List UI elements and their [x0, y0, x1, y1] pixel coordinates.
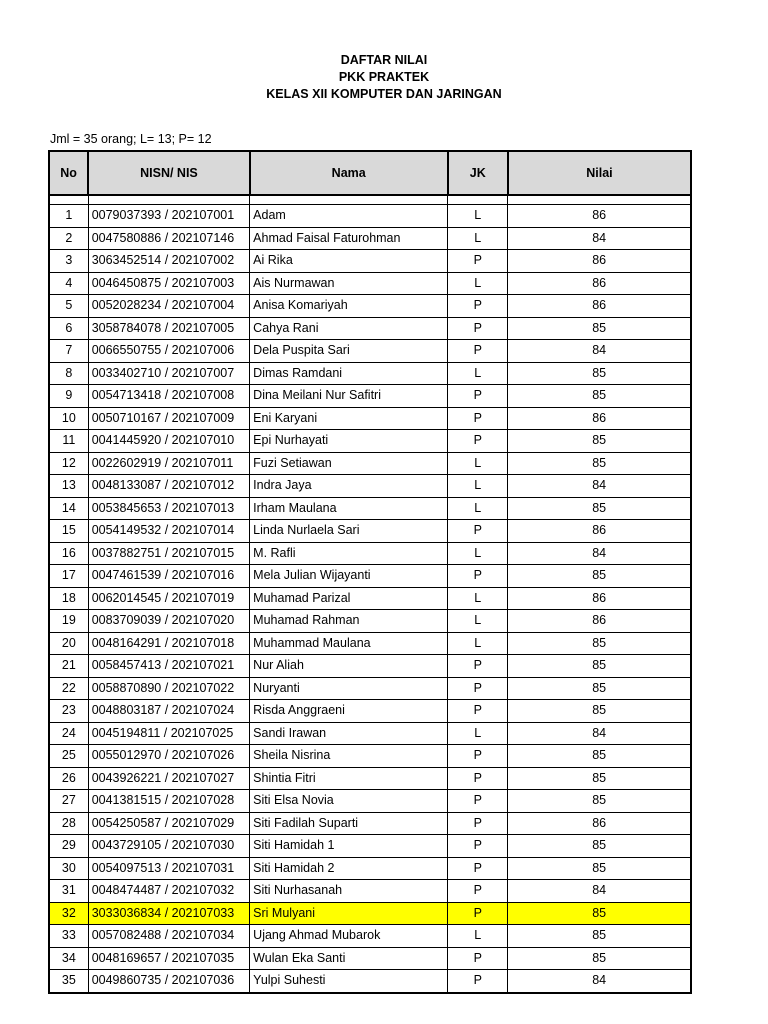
cell-nisn: 0045194811 / 202107025 — [88, 722, 249, 745]
cell-no: 32 — [49, 902, 88, 925]
cell-nisn: 3058784078 / 202107005 — [88, 317, 249, 340]
cell-nilai: 85 — [508, 902, 691, 925]
table-row — [49, 902, 691, 925]
cell-jk: L — [448, 272, 508, 295]
table-row — [49, 632, 691, 655]
cell-nama: Wulan Eka Santi — [250, 947, 448, 970]
cell-no: 16 — [49, 542, 88, 565]
cell-nama: Cahya Rani — [250, 317, 448, 340]
cell-nisn: 0043926221 / 202107027 — [88, 767, 249, 790]
cell-nama: Siti Fadilah Suparti — [250, 812, 448, 835]
cell-nama: Ujang Ahmad Mubarok — [250, 925, 448, 948]
cell-jk: P — [448, 250, 508, 273]
cell-nilai: 85 — [508, 385, 691, 408]
table-row — [49, 812, 691, 835]
cell-jk: P — [448, 340, 508, 363]
cell-nisn: 0049860735 / 202107036 — [88, 970, 249, 993]
cell-jk: L — [448, 722, 508, 745]
column-header-nama: Nama — [250, 151, 448, 195]
cell-nilai: 85 — [508, 677, 691, 700]
cell-nilai: 84 — [508, 970, 691, 993]
cell-no: 5 — [49, 295, 88, 318]
cell-nama: Eni Karyani — [250, 407, 448, 430]
table-row — [49, 880, 691, 903]
cell-jk: L — [448, 362, 508, 385]
cell-nilai: 86 — [508, 610, 691, 633]
cell-nama: Muhammad Maulana — [250, 632, 448, 655]
cell-nisn: 3033036834 / 202107033 — [88, 902, 249, 925]
cell-nama: Shintia Fitri — [250, 767, 448, 790]
cell-nama: Mela Julian Wijayanti — [250, 565, 448, 588]
cell-no: 26 — [49, 767, 88, 790]
cell-nama: Siti Hamidah 2 — [250, 857, 448, 880]
document-header — [0, 52, 768, 103]
cell-nilai: 84 — [508, 722, 691, 745]
table-row — [49, 407, 691, 430]
cell-no: 33 — [49, 925, 88, 948]
cell-jk: L — [448, 610, 508, 633]
table-body — [49, 195, 691, 993]
cell-no: 17 — [49, 565, 88, 588]
cell-jk: P — [448, 295, 508, 318]
table-row — [49, 677, 691, 700]
cell-jk: P — [448, 317, 508, 340]
cell-nama: Dimas Ramdani — [250, 362, 448, 385]
table-row — [49, 317, 691, 340]
cell-nisn: 0054097513 / 202107031 — [88, 857, 249, 880]
cell-nilai: 85 — [508, 700, 691, 723]
table-header-row — [49, 151, 691, 195]
table-row — [49, 452, 691, 475]
cell-jk: P — [448, 947, 508, 970]
column-header-nilai: Nilai — [508, 151, 691, 195]
table-row — [49, 925, 691, 948]
cell-jk: L — [448, 925, 508, 948]
class-name: KELAS XII KOMPUTER DAN JARINGAN — [266, 87, 502, 101]
cell-nisn: 0046450875 / 202107003 — [88, 272, 249, 295]
cell-no: 29 — [49, 835, 88, 858]
cell-nilai: 86 — [508, 812, 691, 835]
column-header-jk: JK — [448, 151, 508, 195]
cell-nisn: 0057082488 / 202107034 — [88, 925, 249, 948]
cell-no: 35 — [49, 970, 88, 993]
spacer-cell — [49, 195, 88, 205]
cell-jk: L — [448, 475, 508, 498]
cell-no: 14 — [49, 497, 88, 520]
cell-no: 1 — [49, 205, 88, 228]
cell-nama: Risda Anggraeni — [250, 700, 448, 723]
spacer-cell — [448, 195, 508, 205]
cell-nama: Siti Hamidah 1 — [250, 835, 448, 858]
cell-nama: Sheila Nisrina — [250, 745, 448, 768]
cell-no: 7 — [49, 340, 88, 363]
cell-nilai: 85 — [508, 565, 691, 588]
cell-jk: P — [448, 880, 508, 903]
cell-nama: Nur Aliah — [250, 655, 448, 678]
cell-nilai: 86 — [508, 295, 691, 318]
table-row — [49, 857, 691, 880]
cell-nisn: 0052028234 / 202107004 — [88, 295, 249, 318]
cell-nama: Dina Meilani Nur Safitri — [250, 385, 448, 408]
cell-no: 28 — [49, 812, 88, 835]
cell-nilai: 86 — [508, 272, 691, 295]
spacer-cell — [88, 195, 249, 205]
cell-nilai: 84 — [508, 880, 691, 903]
cell-jk: P — [448, 790, 508, 813]
cell-no: 24 — [49, 722, 88, 745]
cell-no: 21 — [49, 655, 88, 678]
cell-nama: Dela Puspita Sari — [250, 340, 448, 363]
cell-nisn: 0043729105 / 202107030 — [88, 835, 249, 858]
cell-no: 19 — [49, 610, 88, 633]
cell-jk: P — [448, 902, 508, 925]
cell-nilai: 85 — [508, 452, 691, 475]
cell-no: 12 — [49, 452, 88, 475]
table-row — [49, 362, 691, 385]
cell-no: 34 — [49, 947, 88, 970]
cell-jk: L — [448, 497, 508, 520]
cell-nisn: 0047461539 / 202107016 — [88, 565, 249, 588]
table-row — [49, 655, 691, 678]
table-row — [49, 205, 691, 228]
cell-jk: L — [448, 587, 508, 610]
cell-no: 9 — [49, 385, 88, 408]
cell-no: 3 — [49, 250, 88, 273]
cell-nama: Irham Maulana — [250, 497, 448, 520]
cell-jk: L — [448, 205, 508, 228]
student-count-summary: Jml = 35 orang; L= 13; P= 12 — [50, 132, 212, 146]
cell-jk: P — [448, 655, 508, 678]
cell-no: 13 — [49, 475, 88, 498]
cell-nilai: 85 — [508, 362, 691, 385]
spacer-cell — [508, 195, 691, 205]
cell-nisn: 0055012970 / 202107026 — [88, 745, 249, 768]
cell-no: 20 — [49, 632, 88, 655]
document-title: DAFTAR NILAI — [340, 53, 428, 67]
table-row — [49, 295, 691, 318]
cell-jk: P — [448, 385, 508, 408]
cell-nama: Ahmad Faisal Faturohman — [250, 227, 448, 250]
cell-nisn: 0037882751 / 202107015 — [88, 542, 249, 565]
cell-nisn: 0048164291 / 202107018 — [88, 632, 249, 655]
cell-nisn: 0058870890 / 202107022 — [88, 677, 249, 700]
cell-no: 22 — [49, 677, 88, 700]
cell-nilai: 84 — [508, 542, 691, 565]
cell-jk: L — [448, 452, 508, 475]
cell-nilai: 85 — [508, 632, 691, 655]
cell-jk: P — [448, 767, 508, 790]
cell-no: 6 — [49, 317, 88, 340]
cell-nisn: 0058457413 / 202107021 — [88, 655, 249, 678]
table-spacer-row — [49, 195, 691, 205]
cell-nama: Sri Mulyani — [250, 902, 448, 925]
cell-jk: L — [448, 227, 508, 250]
column-header-nisn: NISN/ NIS — [88, 151, 249, 195]
cell-no: 18 — [49, 587, 88, 610]
cell-nilai: 85 — [508, 947, 691, 970]
cell-jk: P — [448, 407, 508, 430]
cell-nama: Epi Nurhayati — [250, 430, 448, 453]
cell-nisn: 0066550755 / 202107006 — [88, 340, 249, 363]
cell-nama: Yulpi Suhesti — [250, 970, 448, 993]
cell-nisn: 0048169657 / 202107035 — [88, 947, 249, 970]
table-row — [49, 385, 691, 408]
table-row — [49, 227, 691, 250]
cell-nisn: 0041445920 / 202107010 — [88, 430, 249, 453]
cell-nisn: 0033402710 / 202107007 — [88, 362, 249, 385]
table-row — [49, 722, 691, 745]
cell-nilai: 84 — [508, 227, 691, 250]
cell-nama: Muhamad Rahman — [250, 610, 448, 633]
cell-jk: P — [448, 520, 508, 543]
document-subtitle: PKK PRAKTEK — [338, 70, 430, 84]
cell-no: 11 — [49, 430, 88, 453]
cell-nama: Fuzi Setiawan — [250, 452, 448, 475]
cell-nama: Sandi Irawan — [250, 722, 448, 745]
table-row — [49, 767, 691, 790]
cell-nisn: 0062014545 / 202107019 — [88, 587, 249, 610]
table-row — [49, 340, 691, 363]
cell-jk: P — [448, 745, 508, 768]
cell-nilai: 86 — [508, 205, 691, 228]
cell-nilai: 86 — [508, 407, 691, 430]
cell-no: 10 — [49, 407, 88, 430]
cell-no: 2 — [49, 227, 88, 250]
cell-nilai: 85 — [508, 430, 691, 453]
cell-nisn: 0054149532 / 202107014 — [88, 520, 249, 543]
cell-no: 23 — [49, 700, 88, 723]
spacer-cell — [250, 195, 448, 205]
cell-nilai: 85 — [508, 857, 691, 880]
cell-nama: Linda Nurlaela Sari — [250, 520, 448, 543]
cell-no: 4 — [49, 272, 88, 295]
table-row — [49, 520, 691, 543]
cell-nisn: 3063452514 / 202107002 — [88, 250, 249, 273]
cell-nama: Ai Rika — [250, 250, 448, 273]
cell-nilai: 85 — [508, 317, 691, 340]
table-row — [49, 745, 691, 768]
table-row — [49, 430, 691, 453]
cell-nama: Nuryanti — [250, 677, 448, 700]
cell-nilai: 85 — [508, 745, 691, 768]
cell-jk: P — [448, 857, 508, 880]
cell-nilai: 85 — [508, 835, 691, 858]
cell-jk: P — [448, 677, 508, 700]
cell-nisn: 0050710167 / 202107009 — [88, 407, 249, 430]
cell-nilai: 85 — [508, 925, 691, 948]
cell-nisn: 0048133087 / 202107012 — [88, 475, 249, 498]
cell-jk: L — [448, 632, 508, 655]
cell-nilai: 85 — [508, 767, 691, 790]
cell-nilai: 86 — [508, 250, 691, 273]
cell-nama: Anisa Komariyah — [250, 295, 448, 318]
table-row — [49, 610, 691, 633]
table-row — [49, 565, 691, 588]
table-row — [49, 475, 691, 498]
cell-jk: P — [448, 565, 508, 588]
cell-nilai: 86 — [508, 520, 691, 543]
cell-nilai: 86 — [508, 587, 691, 610]
cell-nisn: 0048803187 / 202107024 — [88, 700, 249, 723]
cell-nama: M. Rafli — [250, 542, 448, 565]
cell-no: 25 — [49, 745, 88, 768]
cell-no: 30 — [49, 857, 88, 880]
cell-nilai: 84 — [508, 475, 691, 498]
cell-no: 31 — [49, 880, 88, 903]
cell-nama: Muhamad Parizal — [250, 587, 448, 610]
cell-nilai: 85 — [508, 655, 691, 678]
cell-jk: P — [448, 970, 508, 993]
table-row — [49, 970, 691, 993]
cell-nisn: 0041381515 / 202107028 — [88, 790, 249, 813]
table-row — [49, 497, 691, 520]
cell-no: 8 — [49, 362, 88, 385]
cell-no: 27 — [49, 790, 88, 813]
table-row — [49, 947, 691, 970]
cell-jk: L — [448, 542, 508, 565]
table-row — [49, 587, 691, 610]
cell-nisn: 0022602919 / 202107011 — [88, 452, 249, 475]
cell-nilai: 85 — [508, 497, 691, 520]
cell-jk: P — [448, 812, 508, 835]
cell-nama: Indra Jaya — [250, 475, 448, 498]
cell-nisn: 0079037393 / 202107001 — [88, 205, 249, 228]
cell-nisn: 0054250587 / 202107029 — [88, 812, 249, 835]
cell-jk: P — [448, 700, 508, 723]
cell-nisn: 0053845653 / 202107013 — [88, 497, 249, 520]
cell-nisn: 0083709039 / 202107020 — [88, 610, 249, 633]
table-row — [49, 250, 691, 273]
cell-nama: Ais Nurmawan — [250, 272, 448, 295]
table-row — [49, 700, 691, 723]
cell-nisn: 0054713418 / 202107008 — [88, 385, 249, 408]
cell-jk: P — [448, 430, 508, 453]
cell-nama: Siti Nurhasanah — [250, 880, 448, 903]
table-row — [49, 272, 691, 295]
cell-nilai: 84 — [508, 340, 691, 363]
cell-jk: P — [448, 835, 508, 858]
grades-table — [48, 150, 692, 994]
cell-nisn: 0048474487 / 202107032 — [88, 880, 249, 903]
cell-nisn: 0047580886 / 202107146 — [88, 227, 249, 250]
table-row — [49, 835, 691, 858]
column-header-no: No — [49, 151, 88, 195]
cell-nama: Adam — [250, 205, 448, 228]
table-row — [49, 542, 691, 565]
cell-nilai: 85 — [508, 790, 691, 813]
cell-no: 15 — [49, 520, 88, 543]
table-row — [49, 790, 691, 813]
cell-nama: Siti Elsa Novia — [250, 790, 448, 813]
